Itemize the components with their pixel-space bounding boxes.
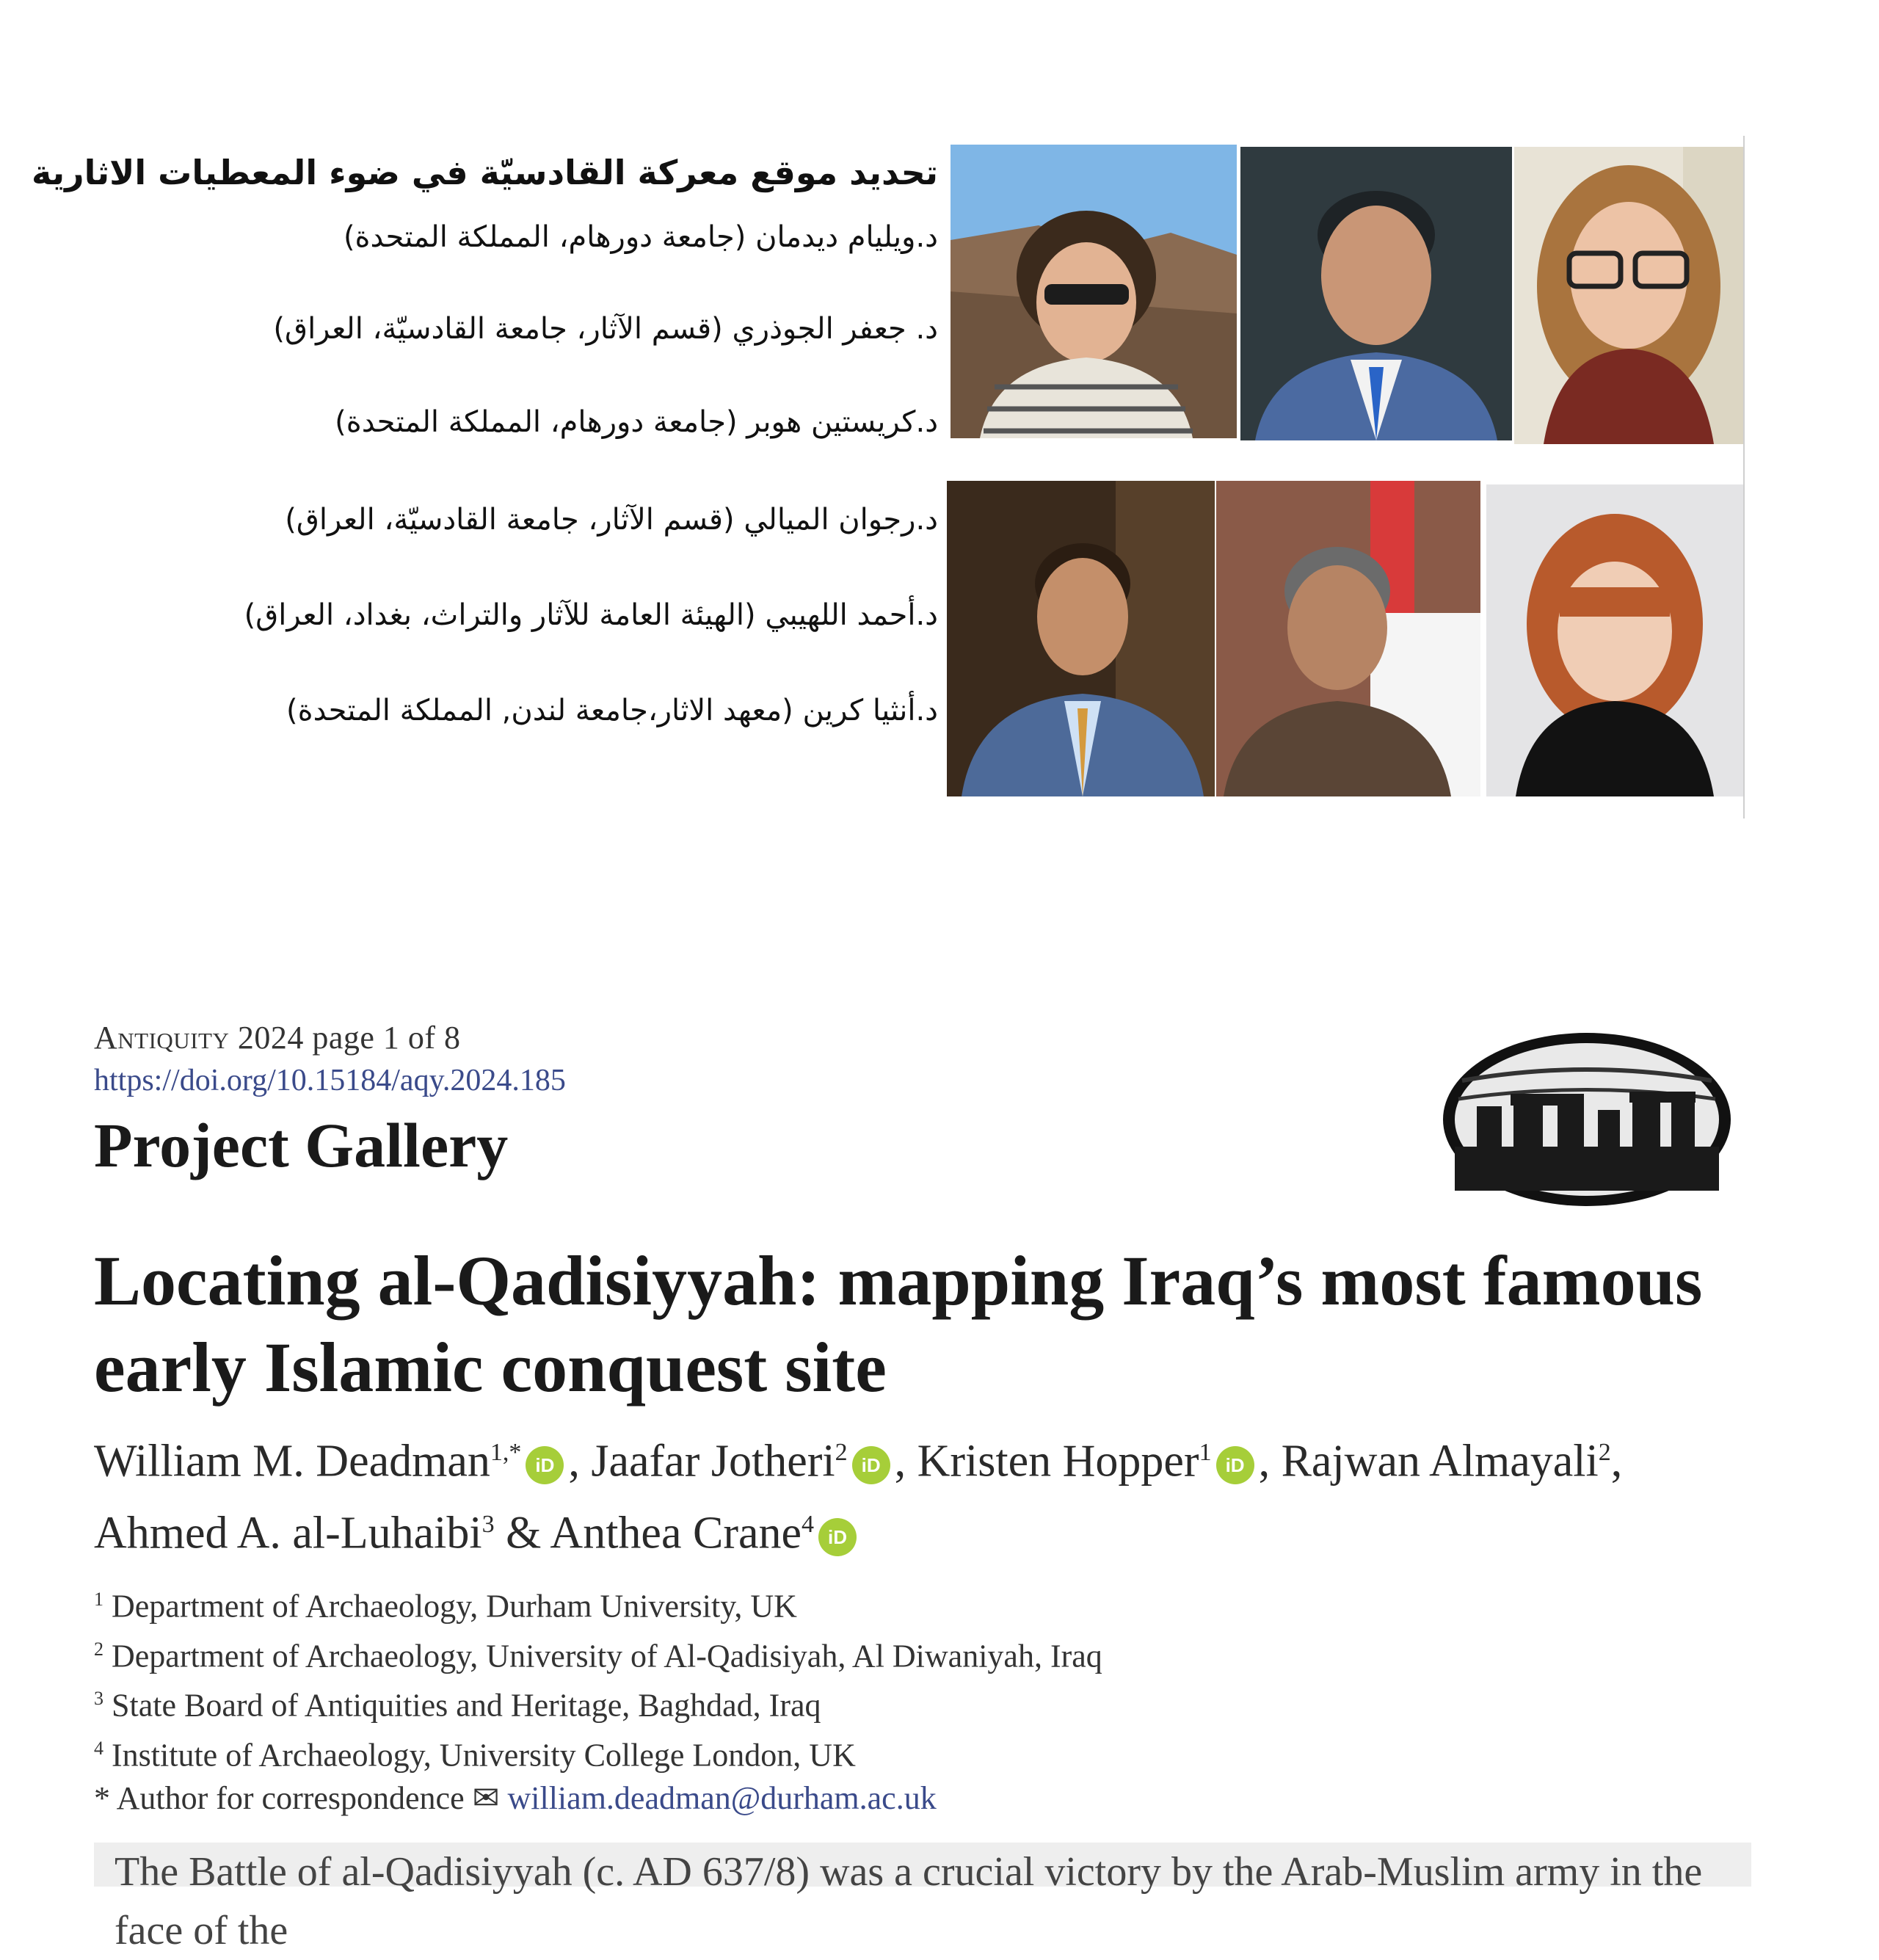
affiliation-text: State Board of Antiquities and Heritage, Baghdad, Iraq xyxy=(112,1687,821,1724)
orcid-icon[interactable]: iD xyxy=(1216,1446,1254,1484)
journal-name: Antiquity xyxy=(94,1020,230,1056)
abstract-box xyxy=(94,1843,1751,1953)
affiliation-number: 2 xyxy=(94,1638,103,1660)
correspondence-label: Author for correspondence xyxy=(116,1779,465,1816)
author-photo-4 xyxy=(947,481,1215,796)
author-list xyxy=(94,1421,1782,1564)
author-photo-2 xyxy=(1240,147,1512,440)
affiliation-number: 1 xyxy=(94,1589,103,1610)
affiliation-item xyxy=(94,1628,1782,1678)
orcid-icon[interactable]: iD xyxy=(526,1446,564,1484)
author-separator: , xyxy=(568,1436,592,1487)
author-separator: , xyxy=(1610,1436,1623,1487)
arabic-title: تحديد موقع معركة القادسيّة في ضوء المعطيات الاثارية xyxy=(31,153,938,192)
author-name: William M. Deadman xyxy=(94,1436,490,1487)
affiliation-list xyxy=(94,1578,1782,1820)
affiliation-number: 3 xyxy=(94,1688,103,1710)
envelope-icon: ✉ xyxy=(472,1779,500,1816)
author-separator: , xyxy=(894,1436,917,1487)
correspondence-line xyxy=(94,1777,1782,1820)
affiliation-item xyxy=(94,1677,1782,1727)
author-photo-5 xyxy=(1216,481,1480,796)
affiliation-text: Institute of Archaeology, University College London, UK xyxy=(112,1737,856,1774)
author-name: Jaafar Jotheri xyxy=(591,1436,835,1487)
doi-link[interactable]: https://doi.org/10.15184/aqy.2024.185 xyxy=(94,1064,566,1097)
arabic-author-3: د.كريستين هوبر (جامعة دورهام، المملكة المتحدة) xyxy=(335,405,938,439)
arabic-author-4: د.رجوان الميالي (قسم الآثار، جامعة القادسيّة، العراق) xyxy=(285,503,938,537)
orcid-icon[interactable]: iD xyxy=(852,1446,890,1484)
author-photo-1 xyxy=(951,145,1237,438)
orcid-icon[interactable]: iD xyxy=(818,1518,857,1556)
author-photo-6 xyxy=(1486,484,1743,796)
arabic-author-5: د.أحمد اللهيبي (الهيئة العامة للآثار والتراث، بغداد، العراق) xyxy=(244,598,938,632)
journal-issue: 2024 page 1 of 8 xyxy=(237,1020,461,1056)
author-affil-ref: 4 xyxy=(802,1510,814,1538)
author-name: Anthea Crane xyxy=(550,1508,802,1558)
author-affil-ref: 1,* xyxy=(490,1439,522,1466)
affiliation-text: Department of Archaeology, University of Al-Qadisiyah, Al Diwaniyah, Iraq xyxy=(112,1638,1102,1674)
author-affil-ref: 2 xyxy=(835,1439,848,1466)
author-separator: , xyxy=(1258,1436,1282,1487)
author-name: Rajwan Almayali xyxy=(1281,1436,1599,1487)
author-affil-ref: 2 xyxy=(1598,1439,1611,1466)
affiliation-item xyxy=(94,1727,1782,1777)
arabic-author-2: د. جعفر الجوذري (قسم الآثار، جامعة القادسيّة، العراق) xyxy=(273,312,938,346)
author-photo-collage xyxy=(947,136,1745,819)
author-name: Ahmed A. al-Luhaibi xyxy=(94,1508,482,1558)
author-affil-ref: 3 xyxy=(481,1510,495,1538)
affiliation-number: 4 xyxy=(94,1737,103,1759)
section-heading: Project Gallery xyxy=(94,1110,509,1180)
author-separator: & xyxy=(494,1508,550,1558)
journal-line xyxy=(94,1019,461,1056)
author-name: Kristen Hopper xyxy=(917,1436,1199,1487)
author-photo-3 xyxy=(1514,147,1743,444)
abstract-text: The Battle of al-Qadisiyyah (c. AD 637/8) was a crucial victory by the Arab-Muslim army in the face of the xyxy=(115,1849,1703,1953)
author-affil-ref: 1 xyxy=(1199,1439,1212,1466)
affiliation-text: Department of Archaeology, Durham University, UK xyxy=(112,1588,797,1625)
arabic-author-6: د.أنثيا كرين (معهد الاثار،جامعة لندن, المملكة المتحدة) xyxy=(286,694,938,727)
affiliation-item xyxy=(94,1578,1782,1628)
asterisk-marker: * xyxy=(94,1779,110,1816)
antiquity-logo xyxy=(1440,1029,1734,1210)
correspondence-email-link[interactable]: william.deadman@durham.ac.uk xyxy=(507,1779,937,1816)
paper-title: Locating al-Qadisiyyah: mapping Iraq’s most famous early Islamic conquest site xyxy=(94,1241,1703,1407)
arabic-author-1: د.ويليام ديدمان (جامعة دورهام، المملكة المتحدة) xyxy=(343,220,938,254)
